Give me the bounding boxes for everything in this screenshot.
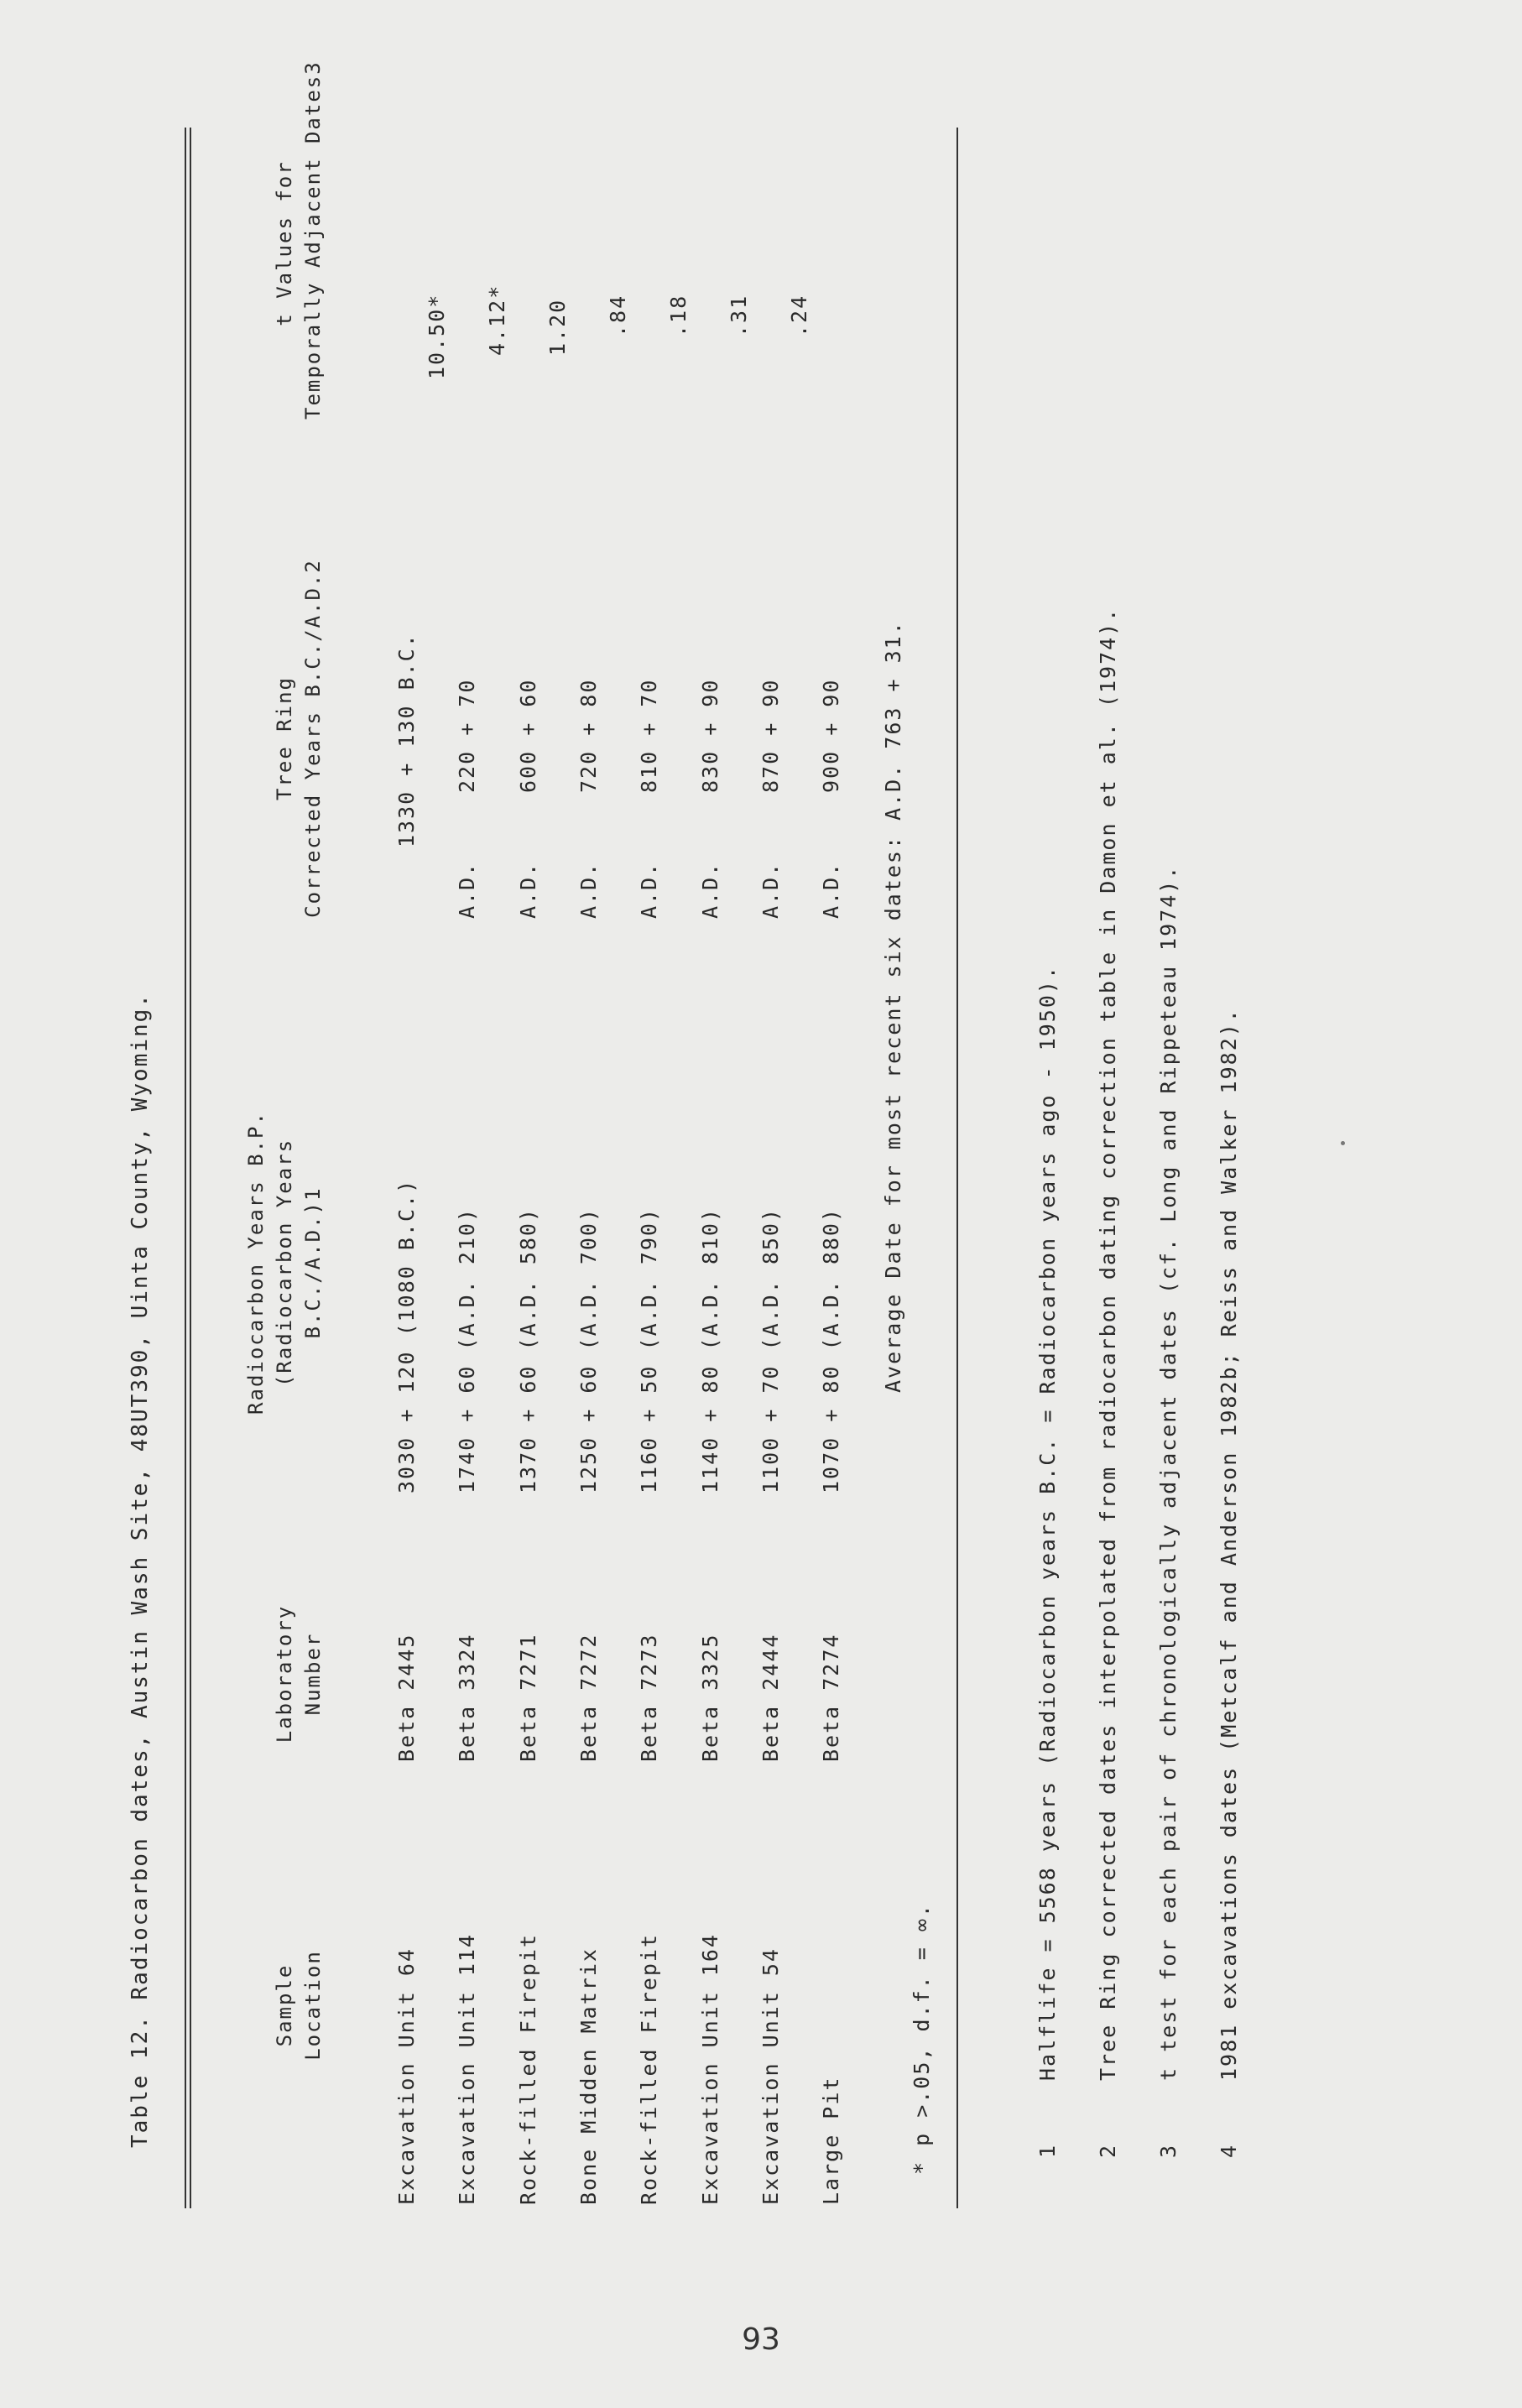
cell-tree-ring-prefix: A.D. — [758, 861, 783, 919]
cell-tree-ring: 810 + 70 — [637, 678, 661, 793]
significance-note: * p >.05, d.f. = ∞. — [910, 1903, 934, 2175]
bottom-rule — [956, 128, 958, 2208]
header-t-values — [270, 60, 327, 420]
cell-lab: Beta 7271 — [516, 1633, 540, 1762]
header-line: Corrected Years B.C./A.D.2 — [301, 559, 325, 918]
cell-t-value: .24 — [787, 294, 811, 337]
cell-t-value: 10.50* — [425, 293, 449, 379]
footnote-text: Tree Ring corrected dates interpolated from radiocarbon dating correction table in Damon et al. (1974). — [1096, 607, 1120, 2081]
header-line-text: B.C./A.D.)1 — [301, 1186, 325, 1339]
header-line: Location — [301, 1950, 325, 2061]
header-laboratory-number — [270, 1590, 327, 1758]
cell-lab: Beta 2445 — [394, 1633, 419, 1762]
cell-tree-ring: 830 + 90 — [698, 678, 722, 793]
page-number: 93 — [742, 2322, 780, 2357]
header-tree-ring — [270, 554, 327, 923]
header-line: (Radiocarbon Years — [273, 1138, 296, 1388]
cell-radiocarbon: 1070 + 80 (A.D. 880) — [819, 1207, 843, 1493]
header-line: Number — [301, 1632, 325, 1716]
rotated-table-page — [50, 0, 1426, 2282]
footnote-text: 1981 excavations dates (Metcalf and Anderson 1982b; Reiss and Walker 1982). — [1217, 1008, 1241, 2081]
cell-tree-ring: 1330 + 130 B.C. — [394, 633, 419, 847]
footnote-number: 4 — [1217, 2145, 1241, 2158]
cell-tree-ring: 900 + 90 — [819, 678, 843, 793]
cell-location: Excavation Unit 64 — [394, 1947, 419, 2205]
cell-lab: Beta 7273 — [637, 1633, 661, 1762]
cell-t-value: 1.20 — [545, 298, 570, 356]
header-line: Sample — [273, 1963, 296, 2047]
header-line: Temporally Adjacent Dates3 — [301, 60, 325, 420]
cell-t-value: .31 — [727, 294, 751, 337]
cell-tree-ring-prefix: A.D. — [698, 861, 722, 919]
average-date: Average Date for most recent six dates: A.D. 763 + 31. — [881, 620, 905, 1393]
cell-radiocarbon: 1140 + 80 (A.D. 810) — [698, 1207, 722, 1493]
cell-location: Large Pit — [819, 2076, 843, 2205]
header-line — [299, 1103, 327, 1422]
cell-tree-ring: 600 + 60 — [516, 678, 540, 793]
cell-location: Excavation Unit 164 — [698, 1933, 722, 2205]
cell-lab: Beta 3324 — [455, 1633, 479, 1762]
cell-tree-ring-prefix: A.D. — [455, 861, 479, 919]
cell-tree-ring: 720 + 80 — [576, 678, 601, 793]
footnote-number: 2 — [1096, 2145, 1120, 2158]
footnote-number: 3 — [1156, 2145, 1181, 2158]
cell-tree-ring: 870 + 90 — [758, 678, 783, 793]
cell-location: Rock-filled Firepit — [516, 1933, 540, 2205]
cell-tree-ring-prefix: A.D. — [516, 861, 540, 919]
cell-lab: Beta 2444 — [758, 1633, 783, 1762]
top-rule-double — [190, 128, 191, 2208]
scan-speck — [1341, 1141, 1345, 1145]
cell-t-value: 4.12* — [485, 284, 509, 356]
cell-lab: Beta 7274 — [819, 1633, 843, 1762]
table-title: Table 12. Radiocarbon dates, Austin Wash Site, 48UT390, Uinta County, Wyoming. — [128, 993, 153, 2148]
cell-lab: Beta 7272 — [576, 1633, 601, 1762]
cell-radiocarbon: 1740 + 60 (A.D. 210) — [455, 1207, 479, 1493]
footnote-number: 1 — [1035, 2145, 1060, 2158]
header-sample-location — [270, 1938, 327, 2072]
cell-location: Bone Midden Matrix — [576, 1947, 601, 2205]
cell-lab: Beta 3325 — [698, 1633, 722, 1762]
cell-tree-ring-prefix: A.D. — [637, 861, 661, 919]
cell-radiocarbon: 1250 + 60 (A.D. 700) — [576, 1207, 601, 1493]
header-line: t Values for — [273, 160, 296, 326]
cell-radiocarbon: 1100 + 70 (A.D. 850) — [758, 1207, 783, 1493]
top-rule — [185, 128, 186, 2208]
cell-radiocarbon: 1160 + 50 (A.D. 790) — [637, 1207, 661, 1493]
cell-tree-ring-prefix: A.D. — [819, 861, 843, 919]
header-line: Tree Ring — [273, 675, 296, 801]
cell-radiocarbon: 3030 + 120 (1080 B.C.) — [394, 1178, 419, 1493]
cell-location: Excavation Unit 54 — [758, 1947, 783, 2205]
footnote-text: t test for each pair of chronologically adjacent dates (cf. Long and Rippeteau 1974). — [1156, 864, 1181, 2081]
cell-tree-ring: 220 + 70 — [455, 678, 479, 793]
header-radiocarbon-years — [242, 1103, 327, 1422]
cell-radiocarbon: 1370 + 60 (A.D. 580) — [516, 1207, 540, 1493]
cell-location: Excavation Unit 114 — [455, 1933, 479, 2205]
footnote-text: Halflife = 5568 years (Radiocarbon years B.C. = Radiocarbon years ago - 1950). — [1035, 965, 1060, 2081]
cell-tree-ring-prefix: A.D. — [576, 861, 601, 919]
header-line: Radiocarbon Years B.P. — [244, 1111, 268, 1415]
cell-location: Rock-filled Firepit — [637, 1933, 661, 2205]
header-line: Laboratory — [273, 1604, 296, 1743]
cell-t-value: .84 — [606, 294, 630, 337]
cell-t-value: .18 — [666, 294, 691, 337]
